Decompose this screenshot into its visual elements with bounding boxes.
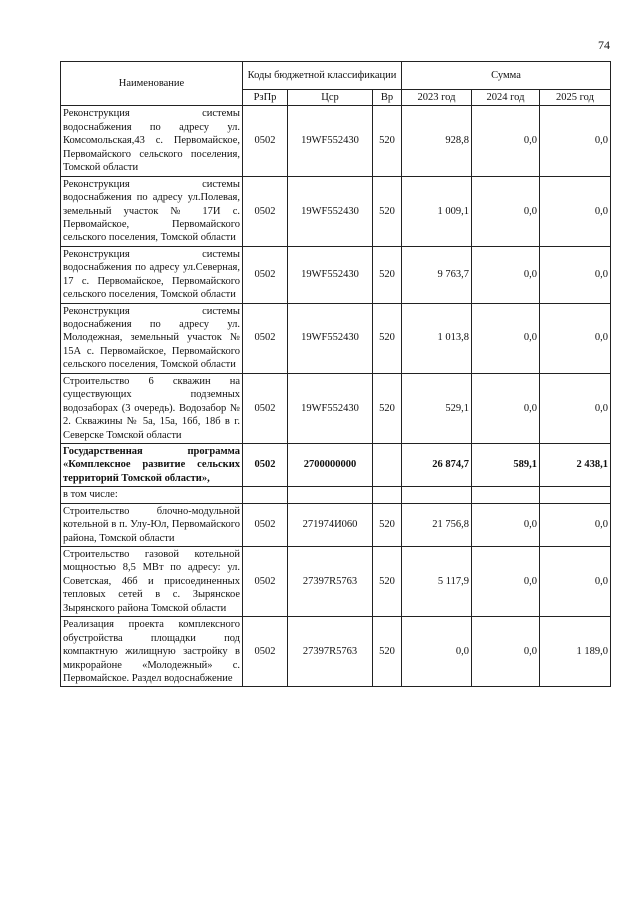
header-2025: 2025 год [540, 90, 611, 106]
row-2025: 0,0 [540, 547, 611, 617]
row-csr: 19WF552430 [288, 373, 373, 443]
header-codes-group: Коды бюджетной классификации [243, 62, 402, 90]
row-csr: 271974И060 [288, 503, 373, 546]
row-rzpr: 0502 [243, 303, 288, 373]
row-name: Реконструкция системы водоснабжения по адресу ул.Полевая, земельный участок № 17И с. Первомайское, Первомайского сельского поселения, Томской области [61, 176, 243, 246]
row-2023: 9 763,7 [402, 246, 472, 303]
row-2024: 0,0 [472, 373, 540, 443]
row-vr [373, 443, 402, 486]
row-2025: 0,0 [540, 246, 611, 303]
row-vr: 520 [373, 547, 402, 617]
row-2024: 0,0 [472, 176, 540, 246]
header-vr: Вр [373, 90, 402, 106]
row-2025: 1 189,0 [540, 617, 611, 687]
table-row [61, 547, 611, 617]
row-vr: 520 [373, 617, 402, 687]
table-row [61, 617, 611, 687]
row-2024: 0,0 [472, 246, 540, 303]
header-rzpr: РзПр [243, 90, 288, 106]
table-row [61, 246, 611, 303]
row-2024: 589,1 [472, 443, 540, 486]
row-2025: 0,0 [540, 176, 611, 246]
header-sum-group: Сумма [402, 62, 611, 90]
row-vr: 520 [373, 503, 402, 546]
table-row [61, 373, 611, 443]
row-name: Строительство 6 скважин на существующих подземных водозаборах (3 очередь). Водозабор № 2. Скважины № 5а, 15а, 16б, 18б в г. Северске Томской области [61, 373, 243, 443]
budget-table [60, 61, 611, 687]
header-csr: Цср [288, 90, 373, 106]
row-2024: 0,0 [472, 547, 540, 617]
row-rzpr: 0502 [243, 106, 288, 176]
row-vr: 520 [373, 373, 402, 443]
row-csr: 19WF552430 [288, 303, 373, 373]
table-row [61, 503, 611, 546]
row-csr: 27397R5763 [288, 617, 373, 687]
table-row [61, 176, 611, 246]
row-2025: 0,0 [540, 106, 611, 176]
table-row [61, 303, 611, 373]
header-name: Наименование [61, 62, 243, 106]
row-2025: 0,0 [540, 373, 611, 443]
row-2025: 2 438,1 [540, 443, 611, 486]
row-2023: 928,8 [402, 106, 472, 176]
row-rzpr: 0502 [243, 176, 288, 246]
row-2025: 0,0 [540, 303, 611, 373]
header-2023: 2023 год [402, 90, 472, 106]
row-name: Реализация проекта комплексного обустройства площадки под компактную жилищную застройку в микрорайоне «Молодежный» с. Первомайское. Раздел водоснабжение [61, 617, 243, 687]
row-name: Реконструкция системы водоснабжения по адресу ул.Северная, 17 с. Первомайское, Первомайского сельского поселения, Томской области [61, 246, 243, 303]
row-rzpr: 0502 [243, 373, 288, 443]
row-2023: 1 013,8 [402, 303, 472, 373]
row-csr: 19WF552430 [288, 106, 373, 176]
row-name: Строительство блочно-модульной котельной в п. Улу-Юл, Первомайского района, Томской области [61, 503, 243, 546]
row-vr: 520 [373, 106, 402, 176]
row-2023: 529,1 [402, 373, 472, 443]
row-2023: 26 874,7 [402, 443, 472, 486]
row-csr: 27397R5763 [288, 547, 373, 617]
row-2023: 1 009,1 [402, 176, 472, 246]
row-2023: 0,0 [402, 617, 472, 687]
row-2025: 0,0 [540, 503, 611, 546]
row-name: Государственная программа «Комплексное развитие сельских территорий Томской области», [61, 443, 243, 486]
row-rzpr: 0502 [243, 503, 288, 546]
row-name: Строительство газовой котельной мощностью 8,5 МВт по адресу: ул. Советская, 46б и присоединенных тепловых сетей в с. Зырянское Зырянского района Томской области [61, 547, 243, 617]
row-2024: 0,0 [472, 106, 540, 176]
row-2023: 5 117,9 [402, 547, 472, 617]
row-csr: 2700000000 [288, 443, 373, 486]
row-vr: 520 [373, 303, 402, 373]
row-2024: 0,0 [472, 303, 540, 373]
row-2023: 21 756,8 [402, 503, 472, 546]
row-rzpr: 0502 [243, 246, 288, 303]
including-label: в том числе: [61, 487, 243, 503]
row-2024: 0,0 [472, 503, 540, 546]
row-name: Реконструкция системы водоснабжения по адресу ул. Комсомольская,43 с. Первомайское, Первомайского сельского поселения, Томской области [61, 106, 243, 176]
header-2024: 2024 год [472, 90, 540, 106]
row-name: Реконструкция системы водоснабжения по адресу ул. Молодежная, земельный участок № 15А с. Первомайское, Первомайского сельского поселения, Томской области [61, 303, 243, 373]
row-2024: 0,0 [472, 617, 540, 687]
row-vr: 520 [373, 176, 402, 246]
including-row [61, 487, 611, 503]
row-vr: 520 [373, 246, 402, 303]
table-row [61, 106, 611, 176]
row-rzpr: 0502 [243, 443, 288, 486]
row-rzpr: 0502 [243, 617, 288, 687]
row-csr: 19WF552430 [288, 246, 373, 303]
page-number: 74 [598, 38, 610, 52]
row-rzpr: 0502 [243, 547, 288, 617]
program-total-row [61, 443, 611, 486]
row-csr: 19WF552430 [288, 176, 373, 246]
